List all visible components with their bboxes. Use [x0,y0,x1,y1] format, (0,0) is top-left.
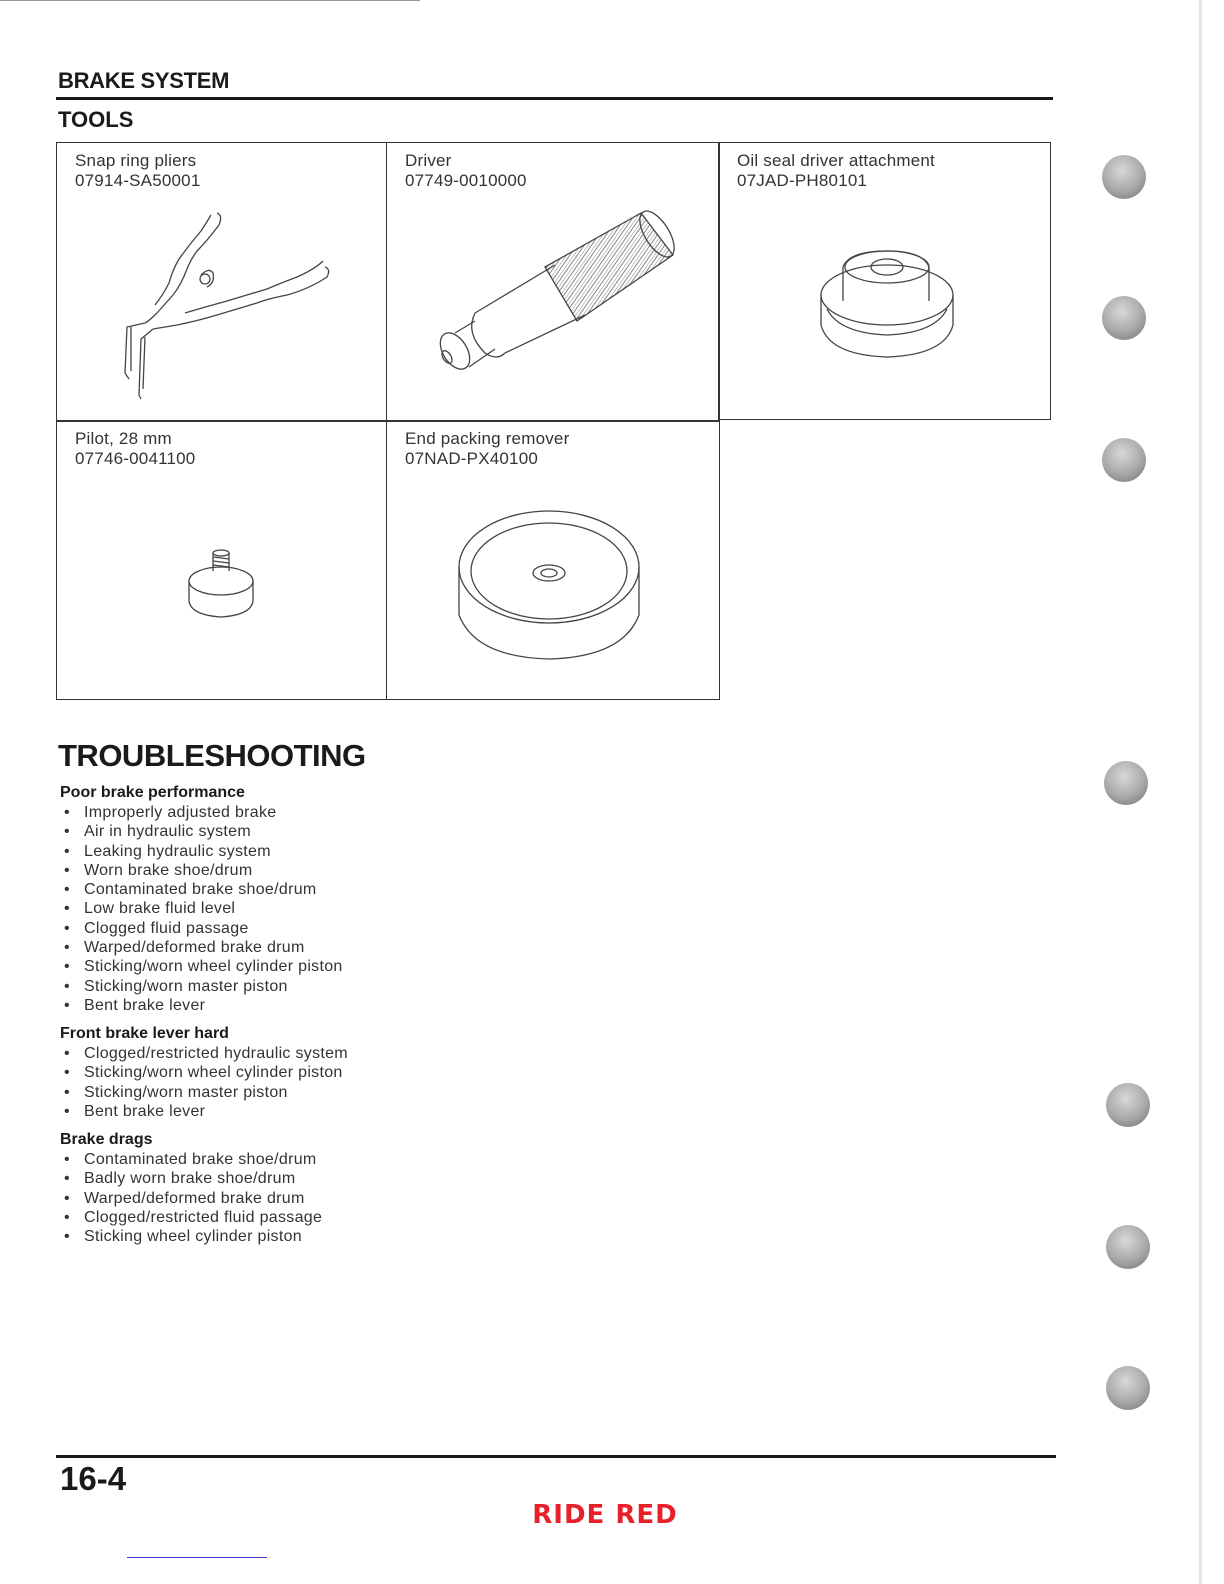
list-item: • Low brake fluid level [60,899,343,918]
tool-cell-pilot [56,420,387,700]
end-packing-remover-illustration [455,505,655,665]
list-item: • Warped/deformed brake drum [60,1189,322,1208]
oil-seal-driver-attachment-illustration [809,243,969,373]
list-item: • Badly worn brake shoe/drum [60,1169,322,1188]
tool-name: Oil seal driver attachment [737,151,935,170]
tools-heading: TOOLS [58,107,134,132]
list-item: • Worn brake shoe/drum [60,861,343,880]
tool-cell-oil-seal-driver-attachment [718,142,1051,420]
tool-name: End packing remover [405,429,570,448]
page-number: 16-4 [60,1460,127,1497]
list-item: • Contaminated brake shoe/drum [60,880,343,899]
tool-part-number: 07NAD-PX40100 [405,449,539,468]
list-item: • Sticking/worn master piston [60,977,343,996]
tool-part-number: 07JAD-PH80101 [737,171,868,190]
trouble-group-heading: Front brake lever hard [60,1025,229,1042]
tool-name: Pilot, 28 mm [75,429,172,448]
header-rule [56,97,1053,100]
troubleshooting-heading: TROUBLESHOOTING [58,738,366,773]
pilot-illustration [177,549,267,629]
page-edge [1199,0,1202,1584]
tool-cell-driver [386,142,720,422]
trouble-list [60,1150,322,1246]
brand-logo: RIDE RED [532,1500,678,1530]
trouble-list [60,1044,348,1121]
list-item: • Warped/deformed brake drum [60,938,343,957]
section-tab-dot-icon [1104,761,1148,805]
trouble-group-heading: Poor brake performance [60,784,245,801]
trouble-group-poor-brake-performance [60,783,343,1015]
list-item: • Improperly adjusted brake [60,803,343,822]
trouble-group-front-brake-lever-hard [60,1024,348,1121]
list-item: • Sticking/worn master piston [60,1083,348,1102]
list-item: • Leaking hydraulic system [60,842,343,861]
tool-part-number: 07746-0041100 [75,449,196,468]
trouble-group-heading: Brake drags [60,1131,153,1148]
tool-cell-snap-ring-pliers [56,142,387,422]
list-item: • Clogged fluid passage [60,919,343,938]
section-tab-dot-icon [1106,1083,1150,1127]
list-item: • Contaminated brake shoe/drum [60,1150,322,1169]
section-tab-dot-icon [1106,1225,1150,1269]
section-tab-dot-icon [1102,438,1146,482]
list-item: • Clogged/restricted hydraulic system [60,1044,348,1063]
tool-part-number: 07749-0010000 [405,171,527,190]
driver-illustration [405,203,705,403]
footer-rule [56,1455,1056,1458]
top-edge-rule [0,0,420,1]
list-item: • Sticking wheel cylinder piston [60,1227,322,1246]
trouble-list [60,803,343,1015]
list-item: • Bent brake lever [60,996,343,1015]
section-tab-dot-icon [1102,296,1146,340]
bottom-link-underline [127,1557,267,1558]
list-item: • Air in hydraulic system [60,822,343,841]
tool-part-number: 07914-SA50001 [75,171,201,190]
tool-name: Driver [405,151,452,170]
section-header: BRAKE SYSTEM [58,68,230,93]
trouble-group-brake-drags [60,1130,322,1246]
tool-name: Snap ring pliers [75,151,197,170]
tool-cell-end-packing-remover [386,420,720,700]
list-item: • Bent brake lever [60,1102,348,1121]
snap-ring-pliers-illustration [97,203,357,403]
list-item: • Sticking/worn wheel cylinder piston [60,1063,348,1082]
section-tab-dot-icon [1106,1366,1150,1410]
list-item: • Sticking/worn wheel cylinder piston [60,957,343,976]
section-tab-dot-icon [1102,155,1146,199]
list-item: • Clogged/restricted fluid passage [60,1208,322,1227]
